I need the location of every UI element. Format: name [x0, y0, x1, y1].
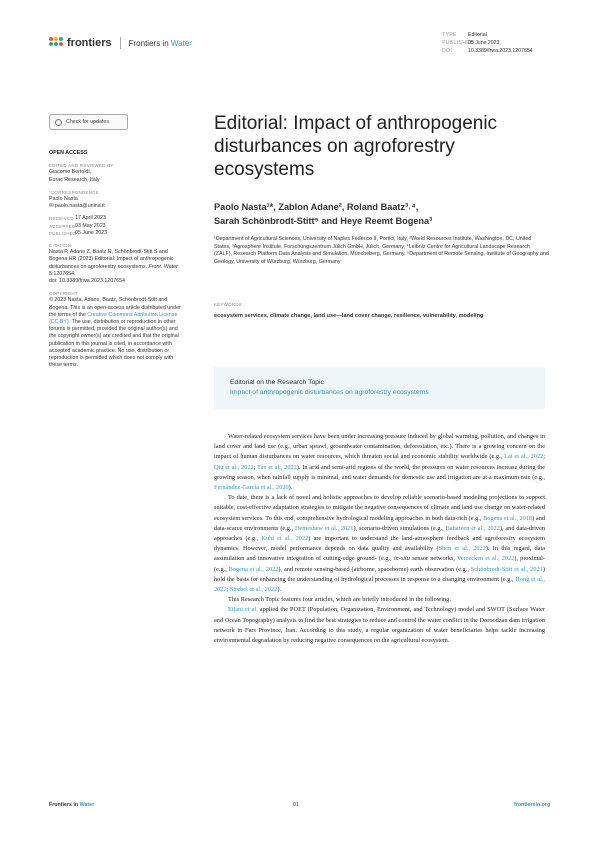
copyright-body: © 2023 Nasta, Adane, Baatz, Schönbrodt-Stitt and Bogena. This is an open-access article distributed under the terms of the	[49, 297, 181, 318]
citation-link[interactable]: Eijani et al.	[228, 606, 258, 614]
meta-value: 05 June 2023	[468, 40, 500, 46]
date-row	[49, 215, 185, 222]
author-list	[214, 200, 544, 228]
text: To date, there is a lack of novel and holistic approaches to develop reliable scenario-based modeling projections to support suitable, cost-effective adaptation strategies to mitigate the negative consequences of climate and land use change on water-related ecosystem services. To this end, comprehensive hydrological modeling approaches in both data-rich (e.g.,	[214, 494, 545, 522]
paragraph	[214, 432, 545, 493]
text: Water-related ecosystem services have been under increasing pressure induced by global warming, pollution, and changes in land cover and land use (e.g., urban sprawl, groundwater contamination, deforestation, etc.). There is a growing concern on the impact of human disturbances on water resources, which threaten social and economic stability worldwide (e.g.,	[214, 433, 545, 461]
citation-link[interactable]: Strebel et al., 2022	[229, 586, 278, 594]
text: ), and data-driven approaches (e.g.,	[214, 524, 546, 543]
citation-link[interactable]: Qiu et al., 2022	[214, 463, 254, 471]
text: ).	[277, 586, 281, 594]
logo-divider	[120, 37, 121, 49]
edited-by-label: EDITED AND REVIEWED BY	[49, 163, 114, 169]
frontiers-logo-icon	[49, 37, 63, 49]
editor-name: Giacomo Bertoldi,	[49, 169, 92, 176]
meta-key: DOI	[442, 48, 453, 54]
journal-prefix: Frontiers in	[128, 38, 169, 48]
text: ). In this regard, data assimilation and innovative integration of cutting-edge ground- (e.g.,	[214, 545, 545, 563]
date-key: RECEIVED	[49, 216, 74, 222]
footer-site-link[interactable]: frontiersin.org	[514, 802, 551, 808]
authors-line-1[interactable]: Paolo Nasta¹*, Zablon Adane², Roland Baatz³˒⁴,	[214, 202, 419, 212]
text: ;	[253, 463, 256, 471]
text: ;	[226, 586, 229, 594]
citation-link[interactable]: Schönbrodt-Stitt et al., 2021	[470, 565, 543, 573]
research-topic-link[interactable]: Impact of anthropogenic disturbances on agroforestry ecosystems	[230, 389, 429, 396]
authors-line-2[interactable]: Sarah Schönbrodt-Stitt⁵ and Heye Reemt Bogena³	[214, 216, 433, 226]
correspondence-email[interactable]	[49, 203, 185, 210]
correspondence-name: Paolo Nasta	[49, 196, 78, 203]
text: ;	[543, 453, 545, 461]
meta-value[interactable]: 10.3389/frwa.2023.1207654	[468, 48, 533, 54]
copyright-label: COPYRIGHT	[49, 291, 78, 297]
citation-doi[interactable]: doi: 10.3389/frwa.2023.1207654	[49, 278, 125, 285]
affiliations: ¹Department of Agricultural Sciences, University of Naples Federico II, Portici, Italy, ²World Resources Institute, Washington, DC, United States, ³Agrosphere Institute, Forschungszentrum Jülich GmbH, Jülich, Germany, ⁴Leibniz Centre for Agricultural Landscape Research (ZALF), Research Platform Data Analysis and Simulation, Müncheberg, Germany, ⁵Department of Remote Sensing, Institute of Geography and Geology, University of Würzburg, Würzburg, Germany	[214, 236, 549, 265]
citation-link[interactable]: Tan et al., 2022	[257, 463, 297, 471]
check-updates-label: Check for updates	[66, 119, 109, 125]
text: ). In arid and semi-arid regions of the world, the pressures on water resources increase during the growing season, when rainfall supply is minimal, and water demands for domestic use and irrigation are at a maximum rate (e.g.,	[214, 463, 546, 481]
page-number: 01	[293, 802, 299, 808]
citation-link[interactable]: Lai et al., 2022	[504, 453, 544, 461]
keywords-label: KEYWORDS	[214, 302, 243, 307]
text: ), and remote sensing-based (airborne, spaceborne) earth observation (e.g.,	[278, 565, 469, 573]
citation-link[interactable]: Bahareen et al., 2022	[445, 524, 500, 532]
open-access-label: OPEN ACCESS	[49, 150, 88, 156]
text: applied the POET (Population, Organization, Environment, and Technology) model and SWOT (Surface Water and Ocean Topography) analysis to find the best strategies to reduce and control the water conflict in the Doroodzan dam irrigation network in Fars Province, Iran. According to this study, a regular organization of water beneficiaries helps tackle increasing environmental degradation by reducing negative consequences on the agricultural ecosystem.	[214, 606, 545, 645]
citation-journal: Front. Water	[148, 263, 178, 270]
research-topic-label: Editorial on the Research Topic	[230, 379, 324, 386]
footer-journal	[49, 802, 94, 808]
text: ).	[288, 484, 293, 492]
date-value: 03 May 2023	[75, 222, 106, 229]
citation-link[interactable]: Shen et al., 2022	[438, 545, 486, 553]
brand-name: frontiers	[67, 37, 112, 49]
text: ) are important to understand the land-atmosphere feedback and agroforestry ecosystem dynamics. However, model performance depends on data quality and availability (	[214, 535, 545, 553]
meta-row	[442, 39, 533, 47]
meta-row	[442, 47, 533, 55]
sidebar	[49, 150, 185, 369]
article-meta	[442, 31, 533, 55]
license-link[interactable]: Creative Commons Attribution License (CC BY).	[49, 311, 178, 326]
citation-link[interactable]: Fernández-García et al., 2020	[214, 484, 289, 492]
article-body	[214, 432, 545, 646]
date-key: PUBLISHED	[49, 230, 77, 236]
update-check-icon	[55, 119, 62, 126]
paragraph	[214, 605, 545, 646]
journal-title: Water	[170, 38, 192, 48]
date-row	[49, 230, 185, 237]
meta-value: Editorial	[468, 32, 487, 38]
dates-block	[49, 215, 185, 237]
editor-affiliation: Eurac Research, Italy	[49, 176, 100, 183]
footer-prefix: Frontiers in	[49, 802, 79, 808]
research-topic-box	[214, 367, 545, 409]
text: in-situ	[393, 555, 410, 563]
meta-key: PUBLISHED	[442, 40, 475, 46]
citation-label: CITATION	[49, 243, 72, 249]
journal-name	[129, 39, 192, 48]
text: sensor networks,	[412, 555, 455, 563]
meta-key: TYPE	[442, 32, 457, 38]
date-value: 17 April 2023	[75, 215, 106, 222]
citation-text	[49, 249, 185, 285]
copyright-terms: The use, distribution or reproduction in other forums is permitted, provided the original author(s) and the copyright owner(s) are credited and that the original publication in this journal is cited, in accordance with accepted academic practice. No use, distribution or reproduction is permitted which does not comply with these terms.	[49, 319, 179, 369]
paragraph	[214, 493, 545, 595]
email-link[interactable]: paolo.nasta@unina.it	[54, 203, 105, 210]
date-value: 05 June 2023	[75, 229, 108, 236]
meta-row	[442, 31, 533, 39]
citation-link[interactable]: Kuhl et al., 2022	[261, 535, 309, 543]
keywords: ecosystem services, climate change, land use—land cover change, resilience, vulnerability, modeling	[214, 313, 484, 319]
header-logo[interactable]	[49, 37, 192, 49]
citation-volume: 5:1207654.	[49, 270, 76, 277]
citation-body: Nasta P, Adane Z, Baatz R, Schönbrodt-Stitt S and Bogena HR (2023) Editorial: Impact of anthropogenic disturbances on agroforestry ecosystems.	[49, 249, 174, 270]
citation-link[interactable]: Bogena et al., 2022	[228, 565, 279, 573]
check-updates-button[interactable]	[49, 114, 128, 130]
date-key: ACCEPTED	[49, 223, 76, 229]
citation-link[interactable]: Hong et al., 2022	[214, 575, 545, 594]
text: ), scenario-driven simulations (e.g.,	[353, 524, 444, 532]
copyright-text	[49, 297, 185, 369]
citation-link[interactable]: Vereecken et al., 2022	[456, 555, 515, 563]
mail-icon: ✉	[49, 203, 55, 210]
date-row	[49, 223, 185, 230]
footer-journal-name: Water	[79, 802, 95, 808]
text: ), proximal- (e.g.,	[214, 555, 546, 573]
citation-link[interactable]: Bogena et al., 2018	[483, 514, 533, 522]
correspondence-label: *CORRESPONDENCE	[49, 189, 99, 195]
citation-link[interactable]: Demeshew et al., 2021	[295, 524, 354, 532]
paragraph: This Research Topic features four articles, which are briefly introduced in the following.	[228, 596, 451, 604]
text: ) hold the basis for enhancing the understanding of hydrological processes in response to a changing environment (e.g.,	[214, 565, 545, 583]
article-title: Editorial: Impact of anthropogenic disturbances on agroforestry ecosystems	[214, 113, 498, 180]
text: ) and data-scarce environments (e.g.,	[214, 514, 546, 532]
